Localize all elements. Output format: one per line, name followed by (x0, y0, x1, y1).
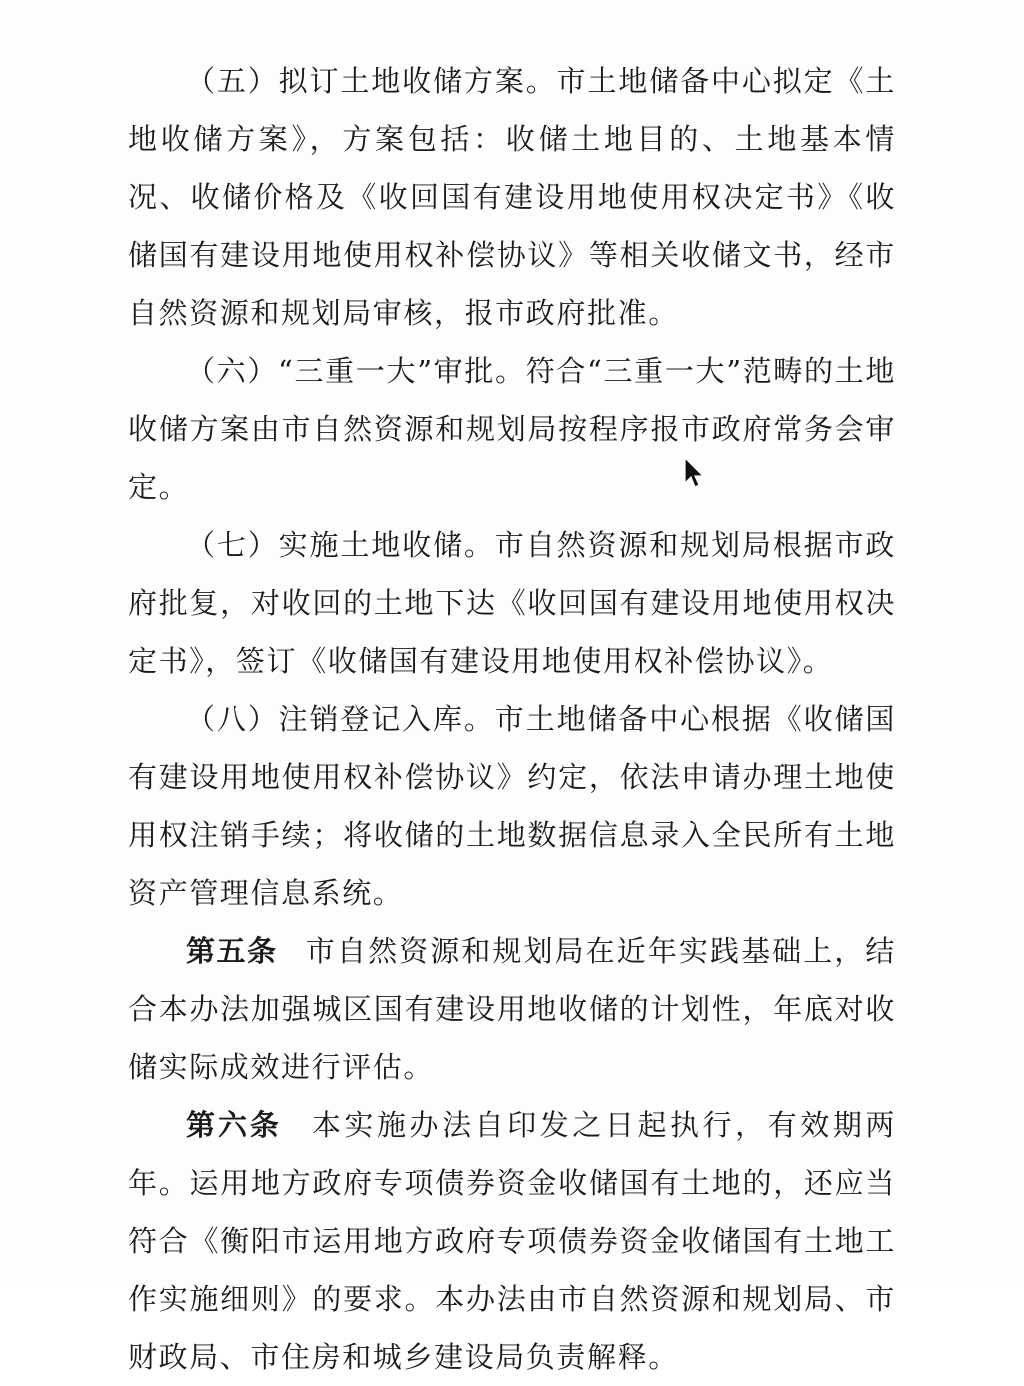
paragraph-item-6 (128, 342, 896, 516)
article-text: 市自然资源和规划局在近年实践基础上，结合本办法加强城区国有建设用地收储的计划性，年底对收储实际成效进行评估。 (128, 934, 896, 1084)
mouse-pointer-icon (684, 457, 706, 489)
paragraph-item-5 (128, 52, 896, 342)
article-6 (128, 1096, 896, 1386)
article-text: 本实施办法自印发之日起执行，有效期两年。运用地方政府专项债券资金收储国有土地的，还应当符合《衡阳市运用地方政府专项债券资金收储国有土地工作实施细则》的要求。本办法由市自然资源和规划局、市财政局、市住房和城乡建设局负责解释。 (128, 1108, 896, 1374)
paragraph-text: （六）“三重一大”审批。符合“三重一大”范畴的土地收储方案由市自然资源和规划局按程序报市政府常务会审定。 (128, 354, 896, 504)
article-heading: 第五条 (186, 934, 278, 968)
paragraph-item-7 (128, 516, 896, 690)
paragraph-text: （八）注销登记入库。市土地储备中心根据《收储国有建设用地使用权补偿协议》约定，依法申请办理土地使用权注销手续；将收储的土地数据信息录入全民所有土地资产管理信息系统。 (128, 702, 896, 910)
paragraph-text: （七）实施土地收储。市自然资源和规划局根据市政府批复，对收回的土地下达《收回国有建设用地使用权决定书》，签订《收储国有建设用地使用权补偿协议》。 (128, 528, 896, 678)
article-heading: 第六条 (186, 1108, 282, 1142)
article-5 (128, 922, 896, 1096)
document-body (128, 52, 896, 1386)
paragraph-text: （五）拟订土地收储方案。市土地储备中心拟定《土地收储方案》，方案包括：收储土地目的、土地基本情况、收储价格及《收回国有建设用地使用权决定书》《收储国有建设用地使用权补偿协议》等相关收储文书，经市自然资源和规划局审核，报市政府批准。 (128, 64, 896, 330)
paragraph-item-8 (128, 690, 896, 922)
